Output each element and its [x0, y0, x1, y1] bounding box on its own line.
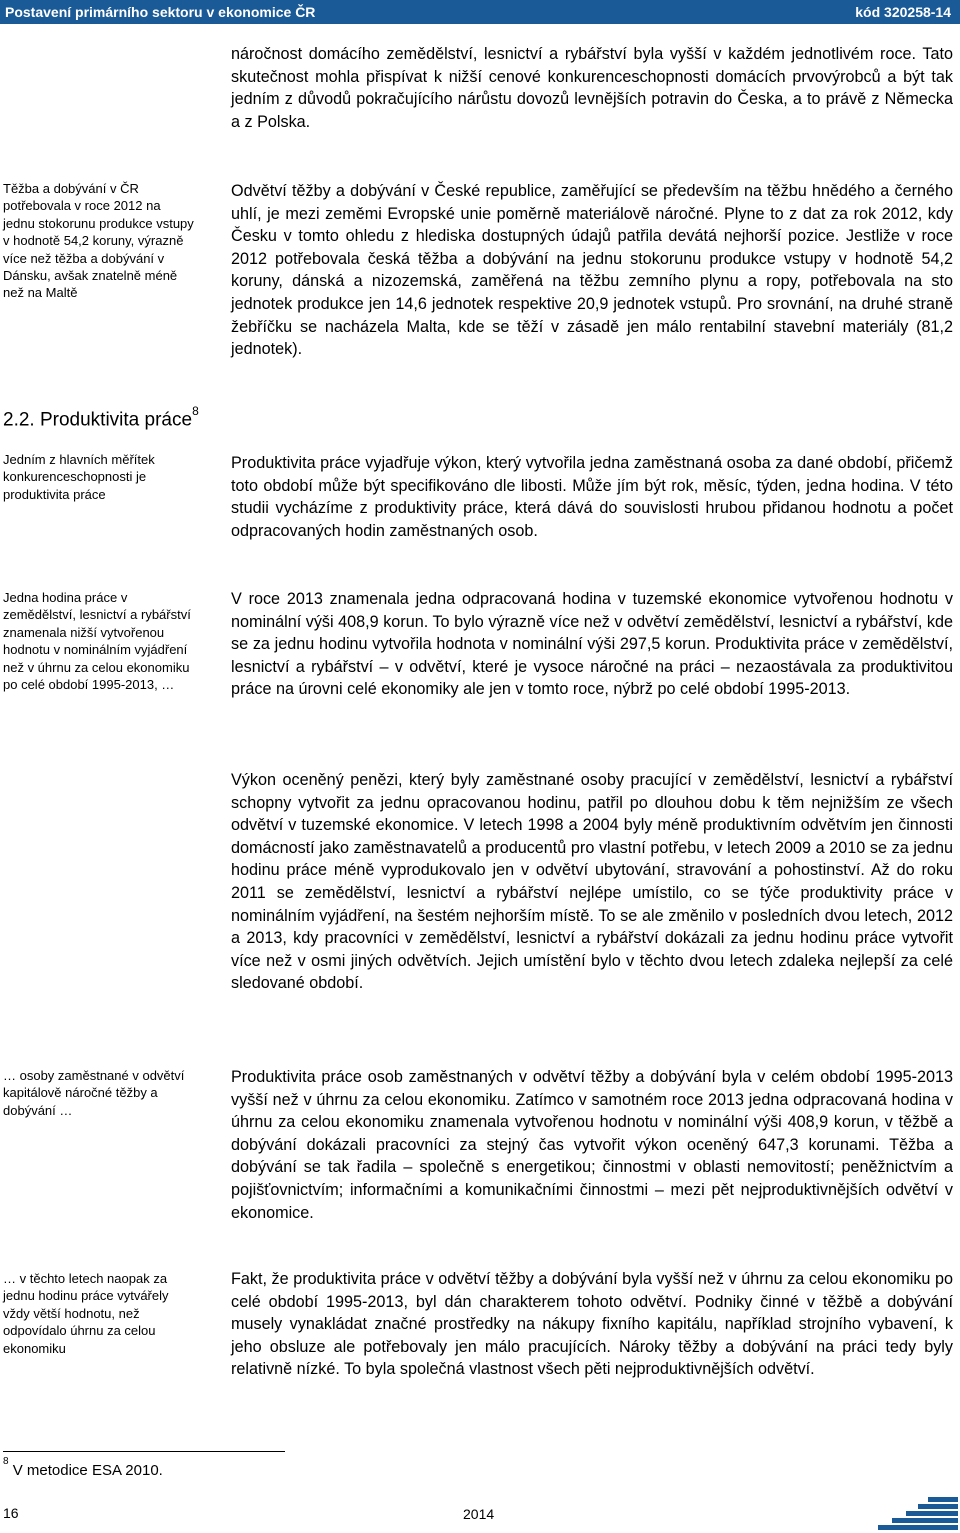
footnote-reference[interactable]: 8 — [192, 404, 199, 418]
section-heading — [3, 404, 199, 431]
footer-year: 2014 — [463, 1506, 495, 1522]
page-header — [0, 0, 960, 24]
page-number: 16 — [3, 1505, 19, 1521]
footnote — [3, 1458, 163, 1480]
paragraph-mining-intensity: Odvětví těžby a dobývání v České republice, zaměřující se především na těžbu hnědého a černého uhlí, je mezi zeměmi Evropské unie poměrně materiálově náročné. Plyne to z dat za rok 2012, kdy Česku v tomto ohledu z hlediska dostupných údajů patřila devátá nejhorší pozice. Jestliže v roce 2012 potřebovala česká těžba a dobývání na jednu stokorunu produkce vstupy v hodnotě 54,2 koruny, dánská a nizozemská, zaměřená na těžbu zemního plynu a ropy, potřebovala na sto jednotek produkce jen 14,6 jednotek respektive 20,9 jednotek vstupů. Pro srovnání, na druhé straně žebříčku se nacházela Malta, kde se těží v zásadě jen málo rentabilní stavební materiály (81,2 jednotek). — [231, 182, 953, 359]
side-note-mining-workers: … osoby zaměstnané v odvětví kapitálově náročné těžby a dobývání … — [3, 1068, 185, 1118]
side-note-mining-inputs: Těžba a dobývání v ČR potřebovala v roce 2012 na jednu stokorunu produkce vstupy v hodnotě 54,2 koruny, výrazně více než těžba a dobývání v Dánsku, avšak znatelně méně než na Maltě — [3, 181, 194, 301]
paragraph-material-intensity: náročnost domácího zemědělství, lesnictví a rybářství byla vyšší v každém jednotlivém roce. Tato skutečnost mohla přispívat k nižší cenové konkurenceschopnosti domácích prvovýrobců a být tak jedním z důvodů pokračujícího nárůstu dovozů levnějších potravin do Česka, a to právě z Německa a z Polska. — [231, 45, 953, 131]
footnote-text: V metodice ESA 2010. — [12, 1462, 163, 1479]
document-title: Postavení primárního sektoru v ekonomice ČR — [5, 4, 316, 20]
paragraph-agriculture-ranking: Výkon oceněný penězi, který byly zaměstnané osoby pracující v zemědělství, lesnictví a rybářství schopny vytvořit za jednu opracovanou hodinu, patřil po dlouhou dobu k těm nejnižším ze všech odvětví v tuzemské ekonomice. V letech 1998 a 2004 byly méně produktivním odvětvím jen činnosti domácností jako zaměstnavatelů a producentů pro vlastní potřebu, v letech 2009 a 2010 se za jednu hodinu práce méně vyprodukovalo jen v odvětví ubytování, stravování a pohostinství. Až do roku 2011 se zemědělství, lesnictví a rybářství nejlépe umístilo, co se týče produktivity práce v nominálním vyjádření, na šestém nejhorším místě. To se ale změnilo v posledních dvou letech, 2012 a 2013, kdy pracovníci v zemědělství, lesnictví a rybářství dokázali za jednu hodinu práce vytvořit více než v osmi jiných odvětvích. Jejich umístění bylo v těchto dvou letech zdaleka nejlepší za celé sledované období. — [231, 771, 953, 993]
paragraph-productivity-2013: V roce 2013 znamenala jedna odpracovaná hodina v tuzemské ekonomice vytvořenou hodnotu v nominální výši 408,9 korun. To bylo výrazně více než v odvětví zemědělství, lesnictví a rybářství, kde se za jednu hodinu vytvořila hodnota v nominální výši 297,5 korun. Produktivita práce v zemědělství, lesnictví a rybářství – v odvětví, které je vysoce náročné na práci – nezaostávala za produktivitou práce na úrovni celé ekonomiky ale jen v tomto roce, nýbrž po celé období 1995-2013. — [231, 590, 953, 699]
paragraph-productivity-definition: Produktivita práce vyjadřuje výkon, který vytvořila jedna zaměstnaná osoba za dané období, přičemž toto období může být specifikováno dle libosti. Může jím být rok, měsíc, týden, jedna hodina. V této studii vycházíme z produktivity práce, která dává do souvislosti hrubou přidanou hodnotu a počet odpracovaných hodin zaměstnaných osob. — [231, 454, 953, 540]
statistical-office-logo-icon — [872, 1497, 958, 1531]
side-note-productivity-measure: Jedním z hlavních měřítek konkurenceschopnosti je produktivita práce — [3, 452, 155, 502]
document-code: kód 320258-14 — [855, 4, 951, 20]
side-note-agriculture-hour: Jedna hodina práce v zemědělství, lesnictví a rybářství znamenala nižší vytvořenou hodnotu v nominálním vyjádření než v úhrnu za celou ekonomiku po celé období 1995-2013, … — [3, 590, 191, 693]
paragraph-mining-capital: Fakt, že produktivita práce v odvětví těžby a dobývání byla vyšší než v úhrnu za celou ekonomiku po celé období 1995-2013, byl dán charakterem tohoto odvětví. Podniky činné v těžbě a dobývání musely vynakládat značné prostředky na nákupy fixního kapitálu, například strojního vybavení, k jeho obsluze ale potřebovaly jen málo pracujících. Nároky těžby a dobývání na práci tedy byly relativně nízké. To byla společná vlastnost všech pěti nejproduktivnějších odvětví. — [231, 1270, 953, 1379]
paragraph-mining-productivity: Produktivita práce osob zaměstnaných v odvětví těžby a dobývání byla v celém období 1995-2013 vyšší než v úhrnu za celou ekonomiku. Zatímco v samotném roce 2013 jedna odpracovaná hodina v úhrnu za celou ekonomiku znamenala vytvořenou hodnotu v nominální výši 408,9 korun, v těžbě a dobývání dokázali pracovníci za stejný čas vytvořit výkon oceněný 647,3 korunami. Těžba a dobývání se tak řadila – společně s energetikou; činnostmi v oblasti nemovitostí; peněžnictvím a pojišťovnictvím; informačními a komunikačními činnostmi – mezi pět nejproduktivnějších odvětví v ekonomice. — [231, 1068, 953, 1222]
footnote-number: 8 — [3, 1456, 9, 1467]
footnote-divider — [3, 1451, 285, 1452]
section-number: 2.2. — [3, 409, 35, 431]
section-title: Produktivita práce — [39, 409, 193, 431]
side-note-mining-value: … v těchto letech naopak za jednu hodinu práce vytvářely vždy větší hodnotu, než odpovídalo úhrnu za celou ekonomiku — [3, 1271, 169, 1356]
